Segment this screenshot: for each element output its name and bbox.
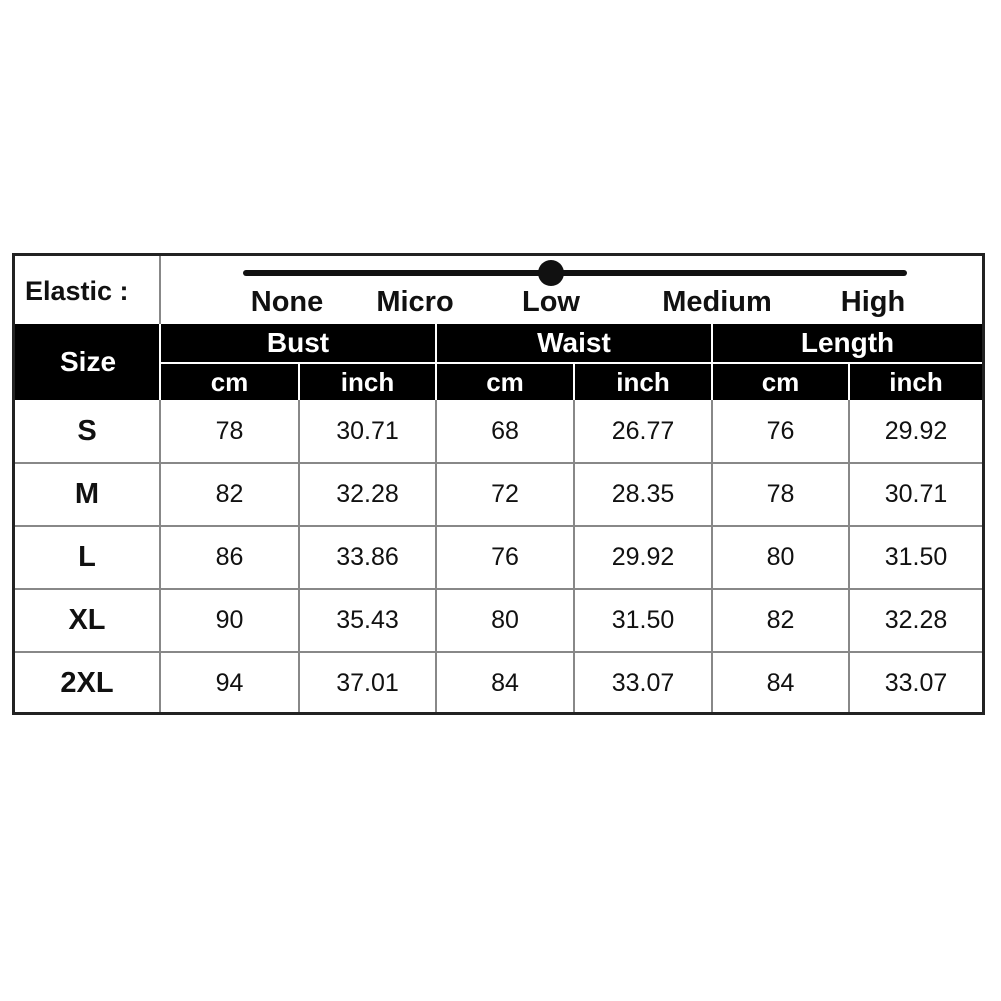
header-divider (711, 324, 713, 400)
length-inch-cell: 29.92 (884, 417, 948, 445)
size-cell: S (77, 415, 97, 447)
waist-cm-cell: 84 (491, 669, 519, 697)
table-header (15, 324, 982, 400)
bust-cm-cell: 94 (215, 669, 244, 697)
header-length-cm: cm (761, 367, 800, 397)
header-divider (298, 364, 300, 400)
length-cm-cell: 76 (766, 417, 795, 445)
size-cell: L (78, 541, 96, 573)
bust-inch-cell: 35.43 (336, 606, 399, 634)
elastic-option-medium: Medium (662, 286, 772, 318)
bust-cm-cell: 82 (215, 480, 244, 508)
length-inch-cell: 33.07 (884, 669, 948, 697)
header-divider (161, 362, 982, 364)
header-length: Length (800, 327, 895, 358)
size-cell: M (74, 478, 100, 510)
table-row (15, 526, 982, 588)
length-inch-cell: 31.50 (884, 543, 948, 571)
length-cm-cell: 84 (766, 669, 795, 697)
header-bust-cm: cm (210, 367, 249, 397)
size-cell: 2XL (60, 667, 114, 699)
header-length-inch: inch (889, 367, 943, 397)
table-row (15, 589, 982, 651)
length-inch-cell: 32.28 (884, 606, 948, 634)
table-row (15, 400, 982, 462)
bust-inch-cell: 32.28 (336, 480, 399, 508)
elastic-label-cell (15, 256, 161, 324)
bust-inch-cell: 33.86 (336, 543, 399, 571)
elastic-option-micro: Micro (376, 286, 454, 318)
table-body (15, 400, 982, 712)
elasticity-scale-track (243, 270, 907, 276)
waist-cm-cell: 76 (491, 543, 519, 571)
header-divider (159, 324, 161, 400)
elastic-label: Elastic : (25, 276, 129, 306)
bust-inch-cell: 37.01 (336, 669, 399, 697)
waist-inch-cell: 31.50 (611, 606, 675, 634)
header-bust-inch: inch (340, 367, 395, 397)
bust-cm-cell: 90 (215, 606, 244, 634)
header-waist-cm: cm (486, 367, 524, 397)
waist-inch-cell: 33.07 (611, 669, 675, 697)
header-waist-inch: inch (616, 367, 670, 397)
elastic-option-low: Low (522, 286, 580, 318)
bust-inch-cell: 30.71 (336, 417, 399, 445)
waist-inch-cell: 28.35 (611, 480, 675, 508)
waist-cm-cell: 68 (491, 417, 519, 445)
size-chart (12, 253, 985, 715)
size-cell: XL (68, 604, 106, 636)
header-waist: Waist (537, 327, 611, 358)
waist-inch-cell: 29.92 (611, 543, 675, 571)
header-size: Size (59, 346, 117, 377)
header-divider (435, 324, 437, 400)
elastic-option-none: None (250, 286, 324, 318)
length-cm-cell: 80 (766, 543, 795, 571)
waist-inch-cell: 26.77 (611, 417, 675, 445)
bust-cm-cell: 86 (215, 543, 244, 571)
elasticity-indicator (538, 260, 564, 286)
length-cm-cell: 82 (766, 606, 795, 634)
waist-cm-cell: 72 (491, 480, 519, 508)
header-bust: Bust (266, 327, 330, 358)
waist-cm-cell: 80 (491, 606, 519, 634)
table-row (15, 463, 982, 525)
table-row (15, 652, 982, 714)
elastic-option-high: High (840, 286, 906, 318)
length-cm-cell: 78 (766, 480, 795, 508)
bust-cm-cell: 78 (215, 417, 244, 445)
header-divider (573, 364, 575, 400)
header-divider (848, 364, 850, 400)
length-inch-cell: 30.71 (884, 480, 948, 508)
